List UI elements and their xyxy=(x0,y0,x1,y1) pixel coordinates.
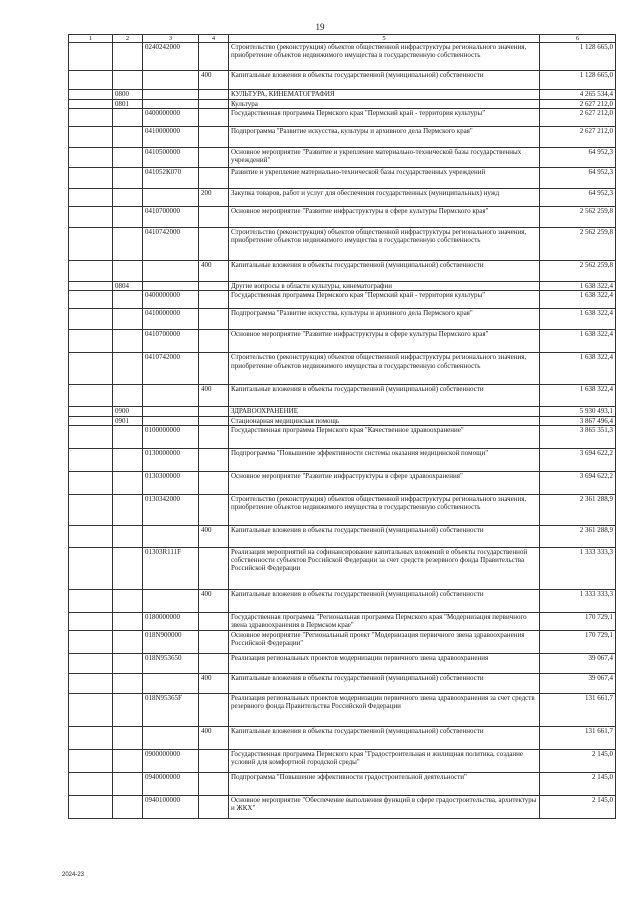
amount-cell: 2 145,0 xyxy=(540,749,616,772)
table-row xyxy=(69,109,616,127)
description-cell: Подпрограмма "Развитие искусства, культуры и архивного дела Пермского края" xyxy=(229,127,540,148)
section-code-cell xyxy=(113,168,143,189)
amount-cell: 2 562 259,8 xyxy=(540,207,616,228)
expense-type-cell xyxy=(199,749,229,772)
target-code-cell: 018N95365F xyxy=(143,693,199,726)
section-code-cell xyxy=(113,547,143,589)
blank-cell xyxy=(69,282,113,291)
blank-cell xyxy=(69,612,113,630)
expense-type-cell xyxy=(199,772,229,795)
table-row xyxy=(69,673,616,693)
description-cell: Основное мероприятие "Развитие инфраструктуры в сфере культуры Пермского края" xyxy=(229,330,540,353)
table-row xyxy=(69,127,616,148)
expense-type-cell xyxy=(199,425,229,448)
description-cell: КУЛЬТУРА, КИНЕМАТОГРАФИЯ xyxy=(229,90,540,100)
target-code-cell: 018N900000 xyxy=(143,630,199,653)
header-row xyxy=(69,35,616,43)
expense-type-cell xyxy=(199,309,229,330)
expense-type-cell xyxy=(199,630,229,653)
target-code-cell xyxy=(143,282,199,291)
expense-type-cell xyxy=(199,168,229,189)
header-cell-1: 1 xyxy=(69,35,113,43)
expense-type-cell xyxy=(199,207,229,228)
section-code-cell xyxy=(113,228,143,261)
amount-cell: 170 729,1 xyxy=(540,630,616,653)
table-body xyxy=(69,35,616,819)
table-row xyxy=(69,795,616,818)
expense-type-cell xyxy=(199,547,229,589)
target-code-cell xyxy=(143,385,199,407)
expense-type-cell xyxy=(199,291,229,309)
blank-cell xyxy=(69,589,113,612)
description-cell: Государственная программа "Региональная программа Пермского края "Модернизация первичного звена здравоохранения в Пермском крае" xyxy=(229,612,540,630)
section-code-cell: 0900 xyxy=(113,407,143,416)
target-code-cell xyxy=(143,407,199,416)
blank-cell xyxy=(69,109,113,127)
blank-cell xyxy=(69,189,113,207)
blank-cell xyxy=(69,693,113,726)
section-code-cell xyxy=(113,448,143,471)
blank-cell xyxy=(69,168,113,189)
amount-cell: 131 661,7 xyxy=(540,693,616,726)
amount-cell: 2 562 259,8 xyxy=(540,261,616,282)
table-row xyxy=(69,189,616,207)
description-cell: Государственная программа Пермского края "Качественное здравоохранение" xyxy=(229,425,540,448)
amount-cell: 3 867 496,4 xyxy=(540,416,616,425)
blank-cell xyxy=(69,425,113,448)
description-cell: Государственная программа Пермского края "Пермский край - территория культуры" xyxy=(229,291,540,309)
amount-cell: 2 145,0 xyxy=(540,772,616,795)
blank-cell xyxy=(69,471,113,494)
blank-cell xyxy=(69,90,113,100)
amount-cell: 2 627 212,0 xyxy=(540,100,616,109)
expense-type-cell xyxy=(199,407,229,416)
description-cell: Подпрограмма "Развитие искусства, культуры и архивного дела Пермского края" xyxy=(229,309,540,330)
description-cell: Строительство (реконструкция) объектов общественной инфраструктуры регионального значения, приобретение объектов недвижимого имущества в государственную собственность xyxy=(229,494,540,525)
target-code-cell: 0410742000 xyxy=(143,228,199,261)
description-cell: ЗДРАВООХРАНЕНИЕ xyxy=(229,407,540,416)
description-cell: Развитие и укрепление материально-технической базы государственных учреждений xyxy=(229,168,540,189)
expense-type-cell xyxy=(199,43,229,71)
table-row xyxy=(69,425,616,448)
description-cell: Капитальные вложения в объекты государственной (муниципальной) собственности xyxy=(229,589,540,612)
section-code-cell xyxy=(113,749,143,772)
description-cell: Государственная программа Пермского края "Градостроительная и жилищная политика, создание условий для комфортной городской среды" xyxy=(229,749,540,772)
target-code-cell: 0410000000 xyxy=(143,309,199,330)
expense-type-cell: 400 xyxy=(199,673,229,693)
expense-type-cell: 200 xyxy=(199,189,229,207)
amount-cell: 1 128 665,0 xyxy=(540,43,616,71)
section-code-cell xyxy=(113,795,143,818)
table-row xyxy=(69,630,616,653)
section-code-cell xyxy=(113,109,143,127)
section-code-cell: 0800 xyxy=(113,90,143,100)
expense-type-cell xyxy=(199,148,229,168)
blank-cell xyxy=(69,795,113,818)
description-cell: Капитальные вложения в объекты государственной (муниципальной) собственности xyxy=(229,673,540,693)
table-row xyxy=(69,207,616,228)
blank-cell xyxy=(69,673,113,693)
target-code-cell: 0940000000 xyxy=(143,772,199,795)
expense-type-cell xyxy=(199,494,229,525)
expense-type-cell xyxy=(199,353,229,385)
table-row xyxy=(69,309,616,330)
target-code-cell: 0400000000 xyxy=(143,109,199,127)
section-code-cell xyxy=(113,309,143,330)
section-code-cell xyxy=(113,189,143,207)
expense-type-cell xyxy=(199,228,229,261)
description-cell: Основное мероприятие "Развитие инфраструктуры в сфере культуры Пермского края" xyxy=(229,207,540,228)
target-code-cell xyxy=(143,71,199,90)
description-cell: Основное мероприятие "Развитие инфраструктуры в сфере здравоохранения" xyxy=(229,471,540,494)
blank-cell xyxy=(69,330,113,353)
amount-cell: 1 638 322,4 xyxy=(540,309,616,330)
amount-cell: 2 361 288,9 xyxy=(540,525,616,547)
description-cell: Капитальные вложения в объекты государственной (муниципальной) собственности xyxy=(229,71,540,90)
amount-cell: 39 067,4 xyxy=(540,653,616,673)
blank-cell xyxy=(69,291,113,309)
table-row xyxy=(69,525,616,547)
description-cell: Строительство (реконструкция) объектов общественной инфраструктуры регионального значения, приобретение объектов недвижимого имущества в государственную собственность xyxy=(229,43,540,71)
header-cell-3: 3 xyxy=(143,35,199,43)
amount-cell: 2 627 212,0 xyxy=(540,127,616,148)
target-code-cell: 041052К070 xyxy=(143,168,199,189)
expense-type-cell xyxy=(199,795,229,818)
blank-cell xyxy=(69,261,113,282)
table-row xyxy=(69,693,616,726)
section-code-cell xyxy=(113,148,143,168)
amount-cell: 5 930 493,1 xyxy=(540,407,616,416)
target-code-cell xyxy=(143,416,199,425)
expense-type-cell xyxy=(199,471,229,494)
description-cell: Капитальные вложения в объекты государственной (муниципальной) собственности xyxy=(229,525,540,547)
blank-cell xyxy=(69,100,113,109)
table-row xyxy=(69,353,616,385)
section-code-cell xyxy=(113,673,143,693)
blank-cell xyxy=(69,494,113,525)
section-code-cell xyxy=(113,693,143,726)
target-code-cell: 0410000000 xyxy=(143,127,199,148)
blank-cell xyxy=(69,148,113,168)
table-row xyxy=(69,43,616,71)
amount-cell: 1 638 322,4 xyxy=(540,282,616,291)
description-cell: Культура xyxy=(229,100,540,109)
table-row xyxy=(69,494,616,525)
section-code-cell xyxy=(113,471,143,494)
section-code-cell: 0901 xyxy=(113,416,143,425)
budget-table xyxy=(68,34,616,819)
header-cell-2: 2 xyxy=(113,35,143,43)
table-row xyxy=(69,385,616,407)
blank-cell xyxy=(69,309,113,330)
amount-cell: 1 333 333,3 xyxy=(540,589,616,612)
description-cell: Капитальные вложения в объекты государственной (муниципальной) собственности xyxy=(229,261,540,282)
blank-cell xyxy=(69,71,113,90)
blank-cell xyxy=(69,127,113,148)
table-row xyxy=(69,653,616,673)
amount-cell: 3 694 622,2 xyxy=(540,471,616,494)
description-cell: Капитальные вложения в объекты государственной (муниципальной) собственности xyxy=(229,726,540,749)
blank-cell xyxy=(69,416,113,425)
description-cell: Основное мероприятие "Развитие и укрепление материально-технической базы государственных учреждений" xyxy=(229,148,540,168)
section-code-cell xyxy=(113,385,143,407)
header-cell-4: 4 xyxy=(199,35,229,43)
table-row xyxy=(69,71,616,90)
section-code-cell xyxy=(113,71,143,90)
table-row xyxy=(69,471,616,494)
expense-type-cell: 400 xyxy=(199,726,229,749)
amount-cell: 39 067,4 xyxy=(540,673,616,693)
section-code-cell xyxy=(113,726,143,749)
target-code-cell: 0100000000 xyxy=(143,425,199,448)
description-cell: Другие вопросы в области культуры, кинематографии xyxy=(229,282,540,291)
section-code-cell xyxy=(113,330,143,353)
blank-cell xyxy=(69,207,113,228)
amount-cell: 1 333 333,3 xyxy=(540,547,616,589)
blank-cell xyxy=(69,653,113,673)
blank-cell xyxy=(69,772,113,795)
amount-cell: 2 627 212,0 xyxy=(540,109,616,127)
blank-cell xyxy=(69,385,113,407)
table-row xyxy=(69,749,616,772)
blank-cell xyxy=(69,407,113,416)
blank-cell xyxy=(69,749,113,772)
amount-cell: 4 265 534,4 xyxy=(540,90,616,100)
target-code-cell: 0940100000 xyxy=(143,795,199,818)
table-row xyxy=(69,228,616,261)
table-row xyxy=(69,282,616,291)
amount-cell: 131 661,7 xyxy=(540,726,616,749)
expense-type-cell xyxy=(199,693,229,726)
section-code-cell xyxy=(113,525,143,547)
blank-cell xyxy=(69,353,113,385)
amount-cell: 64 952,3 xyxy=(540,189,616,207)
amount-cell: 2 145,0 xyxy=(540,795,616,818)
description-cell: Строительство (реконструкция) объектов общественной инфраструктуры регионального значения, приобретение объектов недвижимого имущества в государственную собственность xyxy=(229,228,540,261)
table-row xyxy=(69,547,616,589)
section-code-cell xyxy=(113,291,143,309)
description-cell: Реализация региональных проектов модернизации первичного звена здравоохранения за счет средств резервного фонда Правительства Российской Федерации xyxy=(229,693,540,726)
amount-cell: 1 638 322,4 xyxy=(540,353,616,385)
section-code-cell xyxy=(113,589,143,612)
description-cell: Стационарная медицинская помощь xyxy=(229,416,540,425)
expense-type-cell xyxy=(199,612,229,630)
target-code-cell xyxy=(143,673,199,693)
expense-type-cell xyxy=(199,100,229,109)
section-code-cell xyxy=(113,43,143,71)
target-code-cell: 0130300000 xyxy=(143,471,199,494)
description-cell: Подпрограмма "Повышение эффективности системы оказания медицинской помощи" xyxy=(229,448,540,471)
section-code-cell xyxy=(113,772,143,795)
header-cell-6: 6 xyxy=(540,35,616,43)
table-row xyxy=(69,330,616,353)
table-row xyxy=(69,416,616,425)
amount-cell: 170 729,1 xyxy=(540,612,616,630)
description-cell: Основное мероприятие "Региональный проект "Модернизация первичного звена здравоохранения Российской Федерации" xyxy=(229,630,540,653)
target-code-cell: 0130342000 xyxy=(143,494,199,525)
target-code-cell: 018N953650 xyxy=(143,653,199,673)
amount-cell: 1 638 322,4 xyxy=(540,291,616,309)
description-cell: Строительство (реконструкция) объектов общественной инфраструктуры регионального значения, приобретение объектов недвижимого имущества в государственную собственность xyxy=(229,353,540,385)
amount-cell: 1 638 322,4 xyxy=(540,385,616,407)
target-code-cell: 01303R111F xyxy=(143,547,199,589)
section-code-cell xyxy=(113,207,143,228)
table-row xyxy=(69,772,616,795)
target-code-cell: 0130000000 xyxy=(143,448,199,471)
section-code-cell: 0801 xyxy=(113,100,143,109)
section-code-cell xyxy=(113,353,143,385)
target-code-cell: 0900000000 xyxy=(143,749,199,772)
description-cell: Основное мероприятие "Обеспечение выполнения функций в сфере градостроительства, архитектуры и ЖКХ" xyxy=(229,795,540,818)
header-cell-5: 5 xyxy=(229,35,540,43)
page-number: 19 xyxy=(315,22,325,32)
amount-cell: 2 361 288,9 xyxy=(540,494,616,525)
target-code-cell: 0410700000 xyxy=(143,207,199,228)
table-row xyxy=(69,291,616,309)
expense-type-cell xyxy=(199,448,229,471)
amount-cell: 1 638 322,4 xyxy=(540,330,616,353)
expense-type-cell xyxy=(199,127,229,148)
section-code-cell: 0804 xyxy=(113,282,143,291)
target-code-cell: 0240242000 xyxy=(143,43,199,71)
description-cell: Подпрограмма "Повышение эффективности градостроительной деятельности" xyxy=(229,772,540,795)
expense-type-cell xyxy=(199,416,229,425)
target-code-cell xyxy=(143,189,199,207)
table-row xyxy=(69,168,616,189)
description-cell: Закупка товаров, работ и услуг для обеспечения государственных (муниципальных) нужд xyxy=(229,189,540,207)
section-code-cell xyxy=(113,261,143,282)
target-code-cell: 0400000000 xyxy=(143,291,199,309)
amount-cell: 1 128 665,0 xyxy=(540,71,616,90)
expense-type-cell: 400 xyxy=(199,385,229,407)
table-row xyxy=(69,407,616,416)
expense-type-cell: 400 xyxy=(199,71,229,90)
table-row xyxy=(69,448,616,471)
table-row xyxy=(69,100,616,109)
section-code-cell xyxy=(113,612,143,630)
section-code-cell xyxy=(113,494,143,525)
section-code-cell xyxy=(113,425,143,448)
description-cell: Реализация региональных проектов модернизации первичного звена здравоохранения xyxy=(229,653,540,673)
expense-type-cell xyxy=(199,109,229,127)
amount-cell: 64 952,3 xyxy=(540,168,616,189)
table-row xyxy=(69,90,616,100)
table-row xyxy=(69,726,616,749)
target-code-cell xyxy=(143,589,199,612)
expense-type-cell xyxy=(199,330,229,353)
section-code-cell xyxy=(113,630,143,653)
section-code-cell xyxy=(113,127,143,148)
target-code-cell: 0410500000 xyxy=(143,148,199,168)
amount-cell: 3 694 622,2 xyxy=(540,448,616,471)
section-code-cell xyxy=(113,653,143,673)
target-code-cell: 0180000000 xyxy=(143,612,199,630)
blank-cell xyxy=(69,547,113,589)
target-code-cell xyxy=(143,726,199,749)
expense-type-cell xyxy=(199,90,229,100)
expense-type-cell xyxy=(199,282,229,291)
target-code-cell xyxy=(143,261,199,282)
blank-cell xyxy=(69,726,113,749)
footer-code: 2024-23 xyxy=(62,872,85,878)
expense-type-cell: 400 xyxy=(199,525,229,547)
expense-type-cell: 400 xyxy=(199,261,229,282)
target-code-cell xyxy=(143,100,199,109)
amount-cell: 3 865 351,3 xyxy=(540,425,616,448)
target-code-cell: 0410742000 xyxy=(143,353,199,385)
blank-cell xyxy=(69,43,113,71)
amount-cell: 2 562 259,8 xyxy=(540,228,616,261)
blank-cell xyxy=(69,448,113,471)
target-code-cell: 0410700000 xyxy=(143,330,199,353)
table-row xyxy=(69,612,616,630)
amount-cell: 64 952,3 xyxy=(540,148,616,168)
expense-type-cell xyxy=(199,653,229,673)
blank-cell xyxy=(69,525,113,547)
blank-cell xyxy=(69,228,113,261)
description-cell: Государственная программа Пермского края "Пермский край - территория культуры" xyxy=(229,109,540,127)
target-code-cell xyxy=(143,90,199,100)
description-cell: Капитальные вложения в объекты государственной (муниципальной) собственности xyxy=(229,385,540,407)
blank-cell xyxy=(69,630,113,653)
table-row xyxy=(69,148,616,168)
target-code-cell xyxy=(143,525,199,547)
description-cell: Реализация мероприятий на софинансирование капитальных вложений в объекты государственной собственности субъектов Российской Федерации за счет средств резервного фонда Правительства Российской Федерации xyxy=(229,547,540,589)
table-row xyxy=(69,261,616,282)
expense-type-cell: 400 xyxy=(199,589,229,612)
table-row xyxy=(69,589,616,612)
